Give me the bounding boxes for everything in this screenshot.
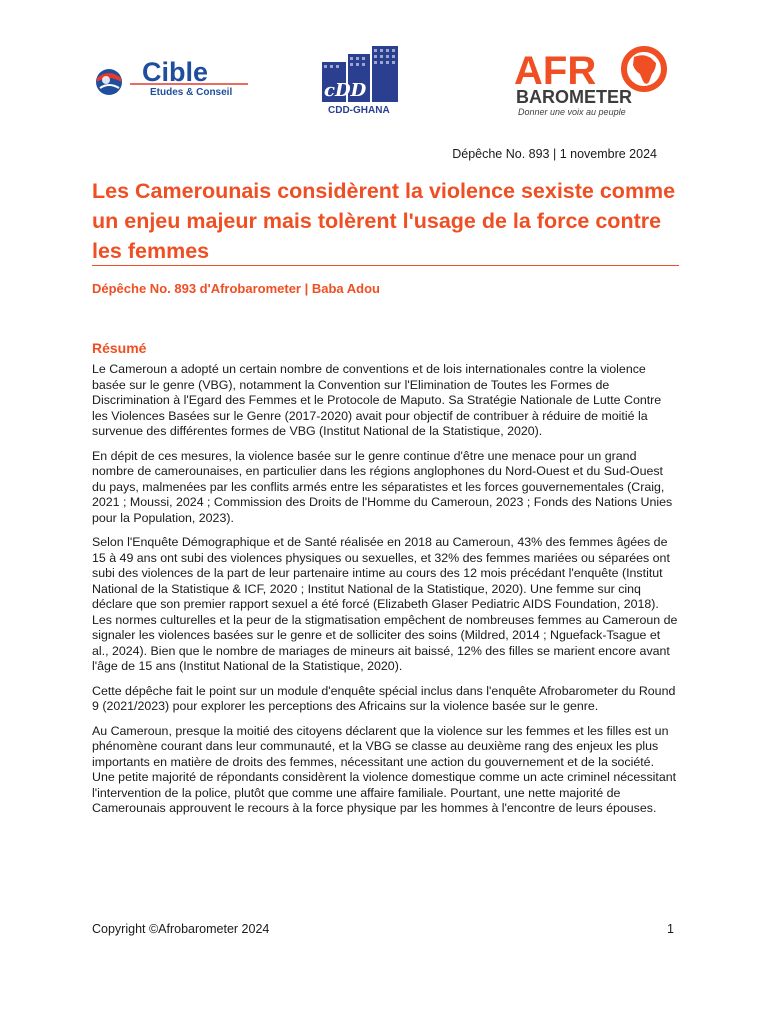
page-title: Les Camerounais considèrent la violence sexiste comme un enjeu majeur mais tolèrent l'usage de la force contre les femmes (92, 179, 676, 263)
africa-map-icon (624, 49, 664, 89)
summary-paragraph: Le Cameroun a adopté un certain nombre de conventions et de lois internationales contre la violence basée sur le genre (VBG), notamment la Convention sur l'Elimination de Toutes les Formes de Discrimination à l'Egard des Femmes et le Protocole de Maputo. Sa Stratégie Nationale de Lutte Contre les Violences Basées sur le Genre (2017-2020) avait pour objectif de contribuer à réduire de moitié la survenue des différentes formes de VBG (Institut National de la Statistique, 2020). (92, 362, 662, 438)
cdd-mark: cDD (324, 80, 367, 101)
cible-name: Cible (142, 57, 209, 87)
barometer-wordmark: BAROMETER (516, 87, 632, 107)
cdd-name: CDD-GHANA (328, 105, 390, 116)
cdd-ghana-logo (314, 44, 406, 116)
cible-subtitle: Etudes & Conseil (150, 87, 233, 98)
dispatch-reference: Dépêche No. 893 | 1 novembre 2024 (452, 147, 657, 161)
summary-paragraph: Selon l'Enquête Démographique et de Santé réalisée en 2018 au Cameroun, 43% des femmes âgées de 15 à 49 ans ont subi des violences physiques ou sexuelles, et 32% des femmes mariées ou séparées ont subi des violences de la part de leur partenaire intime au cours des 12 mois précédant l'enquête (Institut National de la Statistique & ICF, 2020 ; Institut National de la Statistique, 2020). Une femme sur cinq déclare que son premier rapport sexuel a été forcé (Elizabeth Glaser Pediatric AIDS Foundation, 2018). Les normes culturelles et la peur de la stigmatisation empêchent de nombreuses femmes au Cameroun de signaler les violences basées sur le genre et de solliciter des soins (Mildred, 2014 ; Nguefack-Tsague et al., 2024). Bien que le nombre de mariages de mineurs ait baissé, 12% des filles se marient encore avant l'âge de 15 ans (Institut National de la Statistique, 2020). (92, 535, 678, 673)
byline: Dépêche No. 893 d'Afrobarometer | Baba Adou (92, 281, 380, 296)
summary-paragraph: Au Cameroun, presque la moitié des citoyens déclarent que la violence sur les femmes et les filles est un phénomène courant dans leur communauté, et la VBG se classe au deuxième rang des enjeux les plus importants en matière de droits des femmes, nécessitant une action du gouvernement et de la société. Une petite majorité de répondants considèrent la violence domestique comme un acte criminel nécessitant l'intervention de la police, plutôt que comme une affaire familiale. Pourtant, une nette majorité de Camerounais approuvent le recours à la force physique par les hommes à l'encontre de leurs épouses. (92, 723, 677, 815)
page-number: 1 (667, 922, 674, 936)
afro-tagline: Donner une voix au peuple (518, 107, 626, 117)
footer-copyright: Copyright ©Afrobarometer 2024 (92, 922, 270, 936)
afrobarometer-logo (510, 44, 670, 122)
title-divider (92, 265, 679, 266)
summary-paragraph: Cette dépêche fait le point sur un module d'enquête spécial inclus dans l'enquête Afrobarometer du Round 9 (2021/2023) pour explorer les perceptions des Africains sur la violence basée sur le genre. (92, 683, 676, 713)
summary-body (92, 362, 680, 826)
afro-wordmark: AFR (514, 49, 597, 93)
summary-heading: Résumé (92, 340, 147, 356)
cible-logo (92, 54, 252, 104)
summary-paragraph: En dépit de ces mesures, la violence basée sur le genre continue d'être une menace pour un grand nombre de camerounaises, en particulier dans les régions anglophones du Nord-Ouest et du Sud-Ouest du pays, malmenées par les conflits armés entre les séparatistes et les forces gouvernementales (Craig, 2021 ; Moussi, 2024 ; Commission des Droits de l'Homme du Cameroun, 2023 ; Fonds des Nations Unies pour la Population, 2023). (92, 448, 673, 525)
